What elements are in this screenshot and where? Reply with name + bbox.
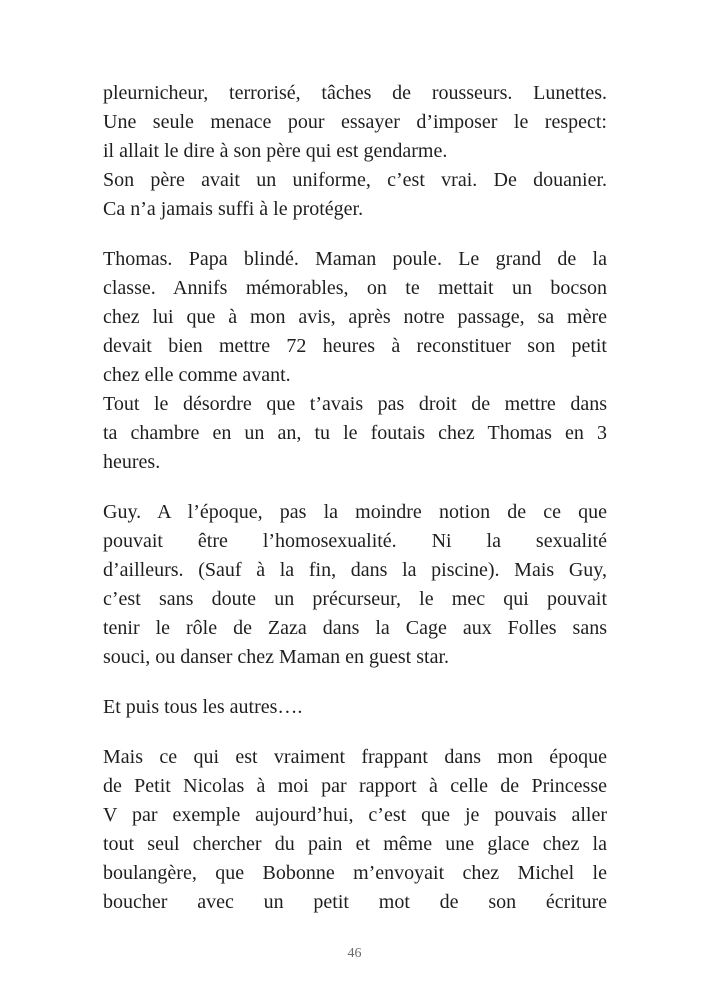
paragraph-block [103, 498, 607, 672]
page-text-body [103, 79, 607, 938]
text-line: ta chambre en un an, tu le foutais chez Thomas en 3 [103, 422, 607, 444]
text-line: Tout le désordre que t’avais pas droit de mettre dans [103, 393, 607, 415]
text-line: pleurnicheur, terrorisé, tâches de rousseurs. Lunettes. [103, 82, 607, 104]
text-line: heures. [103, 451, 161, 473]
text-line: souci, ou danser chez Maman en guest star. [103, 646, 450, 668]
text-line: d’ailleurs. (Sauf à la fin, dans la piscine). Mais Guy, [103, 559, 607, 581]
text-line: de Petit Nicolas à moi par rapport à celle de Princesse [103, 775, 607, 797]
text-line: Et puis tous les autres…. [103, 696, 303, 718]
page-number: 46 [347, 946, 362, 961]
text-line: il allait le dire à son père qui est gendarme. [103, 140, 448, 162]
text-line: boucher avec un petit mot de son écriture [103, 891, 607, 913]
text-line: classe. Annifs mémorables, on te mettait un bocson [103, 277, 607, 299]
text-line: Mais ce qui est vraiment frappant dans mon époque [103, 746, 607, 768]
text-line: chez elle comme avant. [103, 364, 291, 386]
text-line: boulangère, que Bobonne m’envoyait chez Michel le [103, 862, 607, 884]
text-line: devait bien mettre 72 heures à reconstituer son petit [103, 335, 607, 357]
text-line: Son père avait un uniforme, c’est vrai. De douanier. [103, 169, 607, 191]
text-line: V par exemple aujourd’hui, c’est que je pouvais aller [103, 804, 607, 826]
paragraph-block [103, 693, 607, 722]
text-line: Ca n’a jamais suffi à le protéger. [103, 198, 364, 220]
text-line: pouvait être l’homosexualité. Ni la sexualité [103, 530, 607, 552]
text-line: chez lui que à mon avis, après notre passage, sa mère [103, 306, 607, 328]
text-line: Guy. A l’époque, pas la moindre notion de ce que [103, 501, 607, 523]
text-line: tout seul chercher du pain et même une glace chez la [103, 833, 607, 855]
text-line: tenir le rôle de Zaza dans la Cage aux Folles sans [103, 617, 607, 639]
paragraph-block [103, 245, 607, 477]
paragraph-block [103, 79, 607, 224]
text-line: c’est sans doute un précurseur, le mec qui pouvait [103, 588, 607, 610]
paragraph-block [103, 743, 607, 917]
text-line: Une seule menace pour essayer d’imposer le respect: [103, 111, 607, 133]
text-line: Thomas. Papa blindé. Maman poule. Le grand de la [103, 248, 607, 270]
